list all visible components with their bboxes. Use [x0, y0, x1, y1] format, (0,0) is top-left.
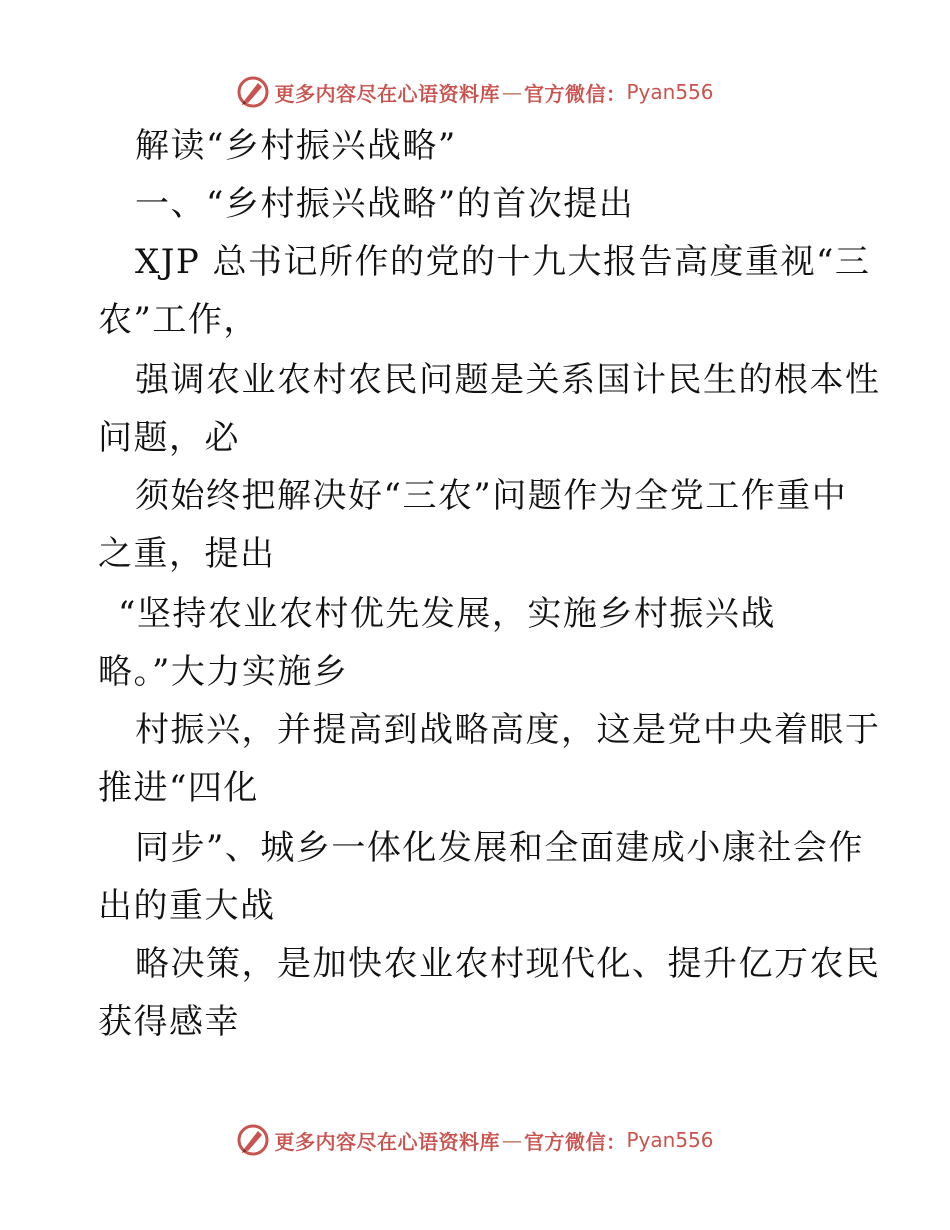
banner-separator: — — [501, 1128, 522, 1152]
footer-banner — [0, 1120, 950, 1160]
banner-wechat-label: 官方微信： — [523, 81, 627, 106]
paragraph-line: 问题，必 — [98, 418, 240, 458]
paragraph-line: 出的重大战 — [98, 886, 276, 926]
paragraph-line: XJP 总书记所作的党的十九大报告高度重视“三 — [135, 242, 871, 282]
paragraph-line: “坚持农业农村优先发展，实施乡村振兴战 — [118, 594, 776, 634]
paragraph-line: 略决策，是加快农业农村现代化、提升亿万农民 — [135, 944, 881, 984]
paragraph-line: 同步”、城乡一体化发展和全面建成小康社会作 — [135, 828, 864, 868]
pen-logo-icon — [236, 75, 270, 109]
paragraph-line: 须始终把解决好“三农”问题作为全党工作重中 — [135, 476, 848, 516]
paragraph-line: 之重，提出 — [98, 534, 276, 574]
section-heading: 一、“乡村振兴战略”的首次提出 — [135, 184, 635, 224]
paragraph-line: 农”工作， — [98, 300, 259, 340]
paragraph-line: 略。”大力实施乡 — [98, 652, 349, 692]
paragraph-line: 村振兴，并提高到战略高度，这是党中央着眼于 — [135, 710, 881, 750]
paragraph-line: 获得感幸 — [98, 1002, 240, 1042]
pen-logo-icon — [236, 1123, 270, 1157]
paragraph-line: 强调农业农村农民问题是关系国计民生的根本性 — [135, 360, 881, 400]
doc-title: 解读“乡村振兴战略” — [135, 126, 457, 166]
banner-separator: — — [501, 80, 522, 104]
banner-wechat-label: 官方微信： — [523, 1129, 627, 1154]
banner-wechat-id: Pyan556 — [626, 80, 714, 104]
header-banner — [0, 72, 950, 112]
banner-main-text: 更多内容尽在心语资料库 — [274, 1129, 500, 1154]
banner-main-text: 更多内容尽在心语资料库 — [274, 81, 500, 106]
paragraph-line: 推进“四化 — [98, 768, 259, 808]
banner-wechat-id: Pyan556 — [626, 1128, 714, 1152]
